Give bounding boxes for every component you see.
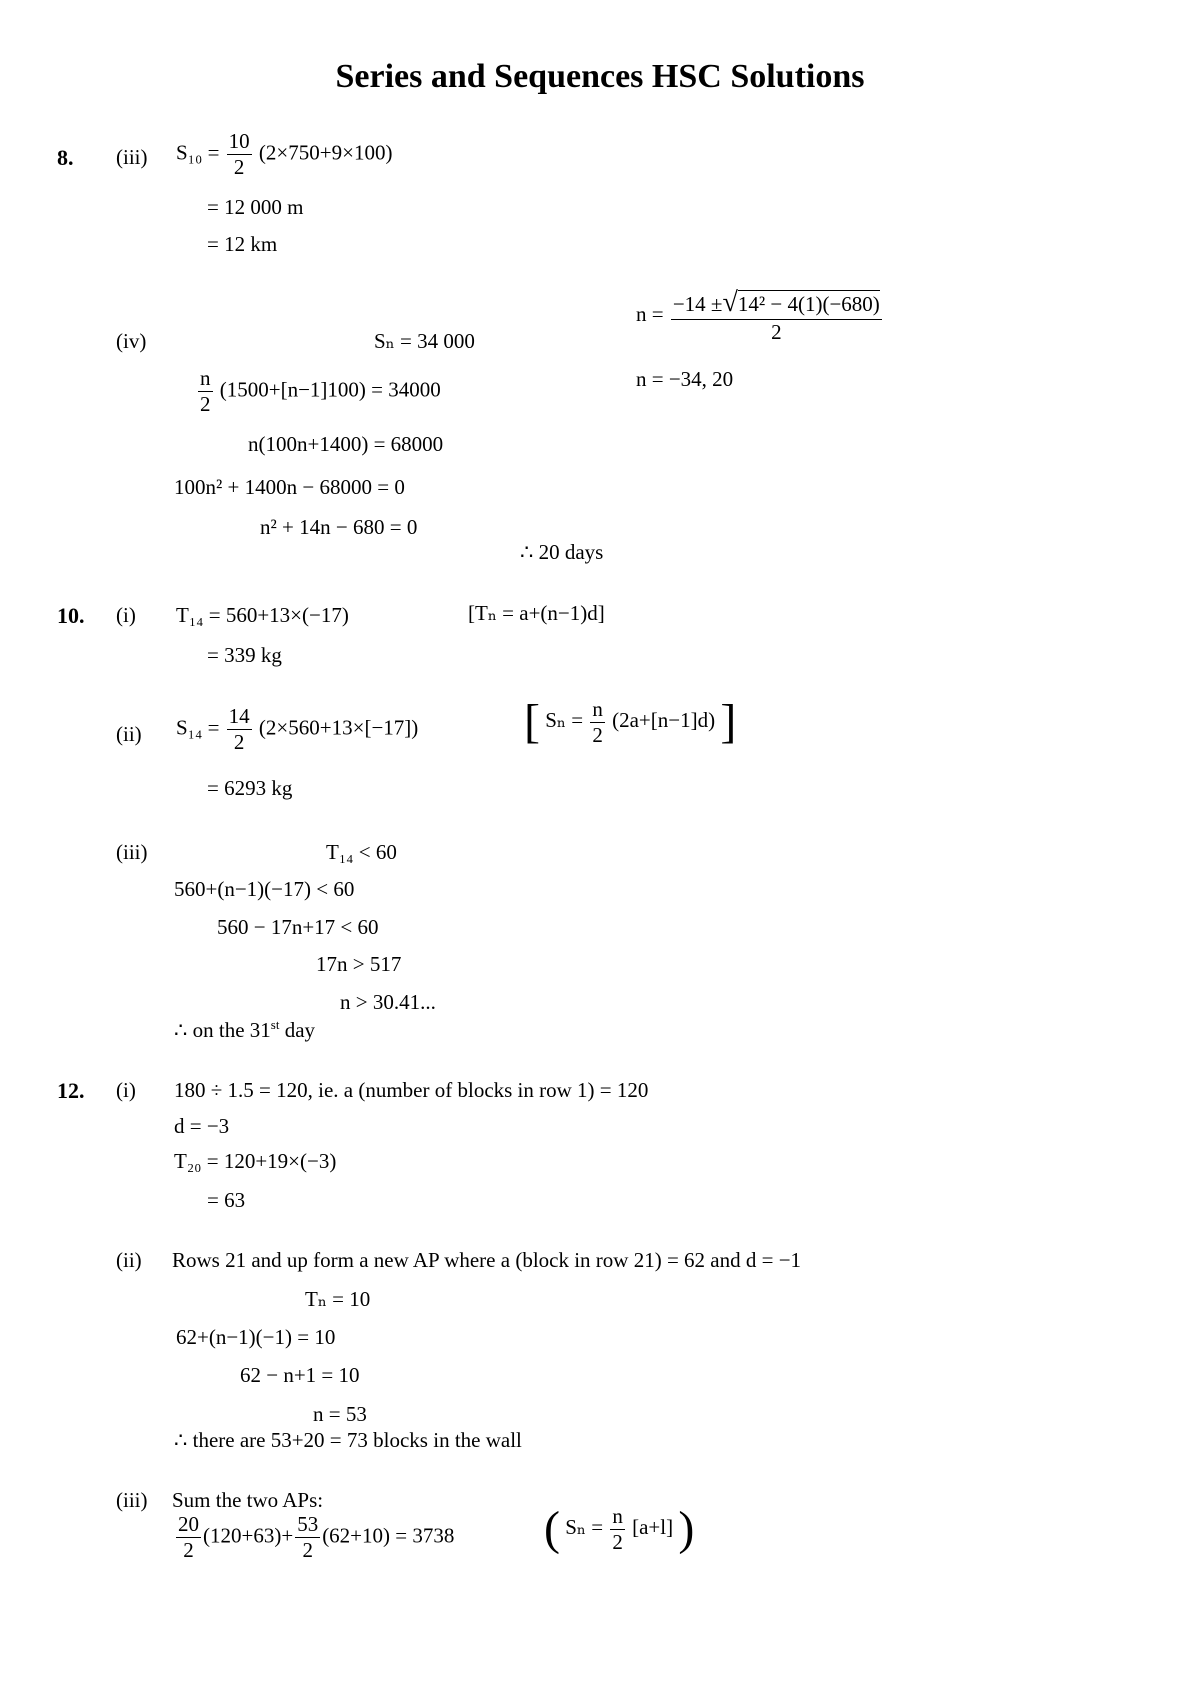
left-paren-icon: ( xyxy=(544,1502,560,1555)
part-label: (iii) xyxy=(116,145,148,169)
equation-line: 62+(n−1)(−1) = 10 xyxy=(176,1325,336,1349)
equation-rhs: [a+l] xyxy=(632,1514,674,1539)
equation-rhs: (2×750+9×100) xyxy=(258,140,393,165)
fraction xyxy=(176,1514,201,1561)
equation-lhs: Sₙ = xyxy=(565,1514,604,1539)
formula-note xyxy=(524,695,737,748)
equation-line: Rows 21 and up form a new AP where a (block in row 21) = 62 and d = −1 xyxy=(172,1248,802,1272)
question-number: 12. xyxy=(57,1078,85,1103)
part-label: (i) xyxy=(116,603,136,627)
equation-rhs: (1500+[n−1]100) = 34000 xyxy=(219,377,441,402)
fraction xyxy=(610,1503,625,1554)
equation-line: T₂₀ = 120+19×(−3) xyxy=(174,1149,337,1173)
equation-line: n > 30.41... xyxy=(340,990,436,1014)
equation-line: T₁₄ < 60 xyxy=(326,840,397,864)
fraction-numerator: 14 xyxy=(228,704,250,728)
part-label: (ii) xyxy=(116,722,142,746)
equation-line: n² + 14n − 680 = 0 xyxy=(260,515,418,539)
fraction xyxy=(198,368,213,415)
equation-lhs: S₁₀ = xyxy=(176,140,220,165)
equation-lhs: n = xyxy=(636,301,664,326)
equation-line: = 12 km xyxy=(207,232,278,256)
sqrt-radicand: 14² − 4(1)(−680) xyxy=(737,292,880,316)
fraction-numerator xyxy=(671,289,882,320)
equation-line: 560 − 17n+17 < 60 xyxy=(217,915,379,939)
fraction-numerator: n xyxy=(612,1503,623,1528)
fraction xyxy=(295,1514,320,1561)
equation-line: n = −34, 20 xyxy=(636,367,734,391)
equation-line: 180 ÷ 1.5 = 120, ie. a (number of blocks in row 1) = 120 xyxy=(174,1078,649,1102)
page-title: Series and Sequences HSC Solutions xyxy=(335,58,865,95)
conclusion-text: day xyxy=(279,1018,316,1042)
equation-rhs: (2a+[n−1]d) xyxy=(612,707,716,732)
part-label: (i) xyxy=(116,1078,136,1102)
fraction-numerator: 10 xyxy=(228,129,250,153)
formula-note: [Tₙ = a+(n−1)d] xyxy=(468,601,605,625)
equation-rhs: (2×560+13×[−17]) xyxy=(258,715,419,740)
part-label: (iii) xyxy=(116,840,148,864)
equation-line: Tₙ = 10 xyxy=(305,1287,371,1311)
fraction xyxy=(590,696,605,747)
formula-note xyxy=(544,1502,695,1555)
equation-line: 100n² + 1400n − 68000 = 0 xyxy=(174,475,405,499)
question-number: 8. xyxy=(57,145,74,170)
equation-line: 62 − n+1 = 10 xyxy=(240,1363,360,1387)
question-number: 10. xyxy=(57,603,85,628)
equation-line: 17n > 517 xyxy=(316,952,402,976)
equation-lhs: Sₙ = xyxy=(545,707,584,732)
equation-line: = 6293 kg xyxy=(207,776,293,800)
instruction-text: Sum the two APs: xyxy=(172,1488,324,1512)
fraction-denominator: 2 xyxy=(612,1529,623,1554)
fraction-denominator: 2 xyxy=(200,392,211,416)
equation-line: d = −3 xyxy=(174,1114,230,1138)
equation-line: = 339 kg xyxy=(207,643,282,667)
part-label: (iv) xyxy=(116,329,147,353)
equation-lhs: S₁₄ = xyxy=(176,715,220,740)
conclusion-text: ∴ on the 31 xyxy=(174,1018,271,1042)
fraction-denominator: 2 xyxy=(183,1538,194,1562)
fraction-numerator: 53 xyxy=(297,1512,319,1536)
sqrt-icon: √ xyxy=(722,287,738,318)
equation-line: n(100n+1400) = 68000 xyxy=(248,432,444,456)
equation-line xyxy=(196,368,441,415)
right-bracket-icon: ] xyxy=(720,695,737,748)
fraction-denominator: 2 xyxy=(233,730,245,754)
fraction-denominator: 2 xyxy=(233,155,245,179)
quadratic-formula xyxy=(636,289,884,343)
fraction-numerator: 20 xyxy=(178,1512,199,1536)
conclusion: ∴ 20 days xyxy=(520,540,604,564)
equation-line: n = 53 xyxy=(313,1402,367,1426)
part-label: (ii) xyxy=(116,1248,142,1272)
fraction-denominator: 2 xyxy=(592,722,603,747)
fraction xyxy=(227,706,252,753)
equation-line: = 12 000 m xyxy=(207,195,304,219)
fraction-denominator: 2 xyxy=(771,320,782,344)
right-paren-icon: ) xyxy=(678,1502,695,1555)
fraction xyxy=(227,131,252,178)
fraction xyxy=(671,289,882,343)
equation-line: Sₙ = 34 000 xyxy=(374,329,475,353)
equation-line xyxy=(176,131,392,178)
equation-part: (120+63)+ xyxy=(203,1523,294,1548)
conclusion xyxy=(174,1017,315,1043)
equation-line: = 63 xyxy=(207,1188,246,1212)
equation-line: 560+(n−1)(−17) < 60 xyxy=(174,877,355,901)
left-bracket-icon: [ xyxy=(524,695,540,748)
equation-line xyxy=(176,706,418,753)
conclusion: ∴ there are 53+20 = 73 blocks in the wall xyxy=(174,1428,522,1452)
quadratic-prefix: −14 ± xyxy=(672,292,723,316)
fraction-denominator: 2 xyxy=(302,1538,313,1562)
fraction-numerator: n xyxy=(592,696,603,721)
part-label: (iii) xyxy=(116,1488,148,1512)
equation-part: (62+10) = 3738 xyxy=(322,1523,455,1548)
fraction-numerator: n xyxy=(200,366,211,390)
ordinal-suffix: st xyxy=(270,1017,280,1032)
equation-line xyxy=(174,1514,454,1561)
equation-line: T₁₄ = 560+13×(−17) xyxy=(176,603,349,627)
